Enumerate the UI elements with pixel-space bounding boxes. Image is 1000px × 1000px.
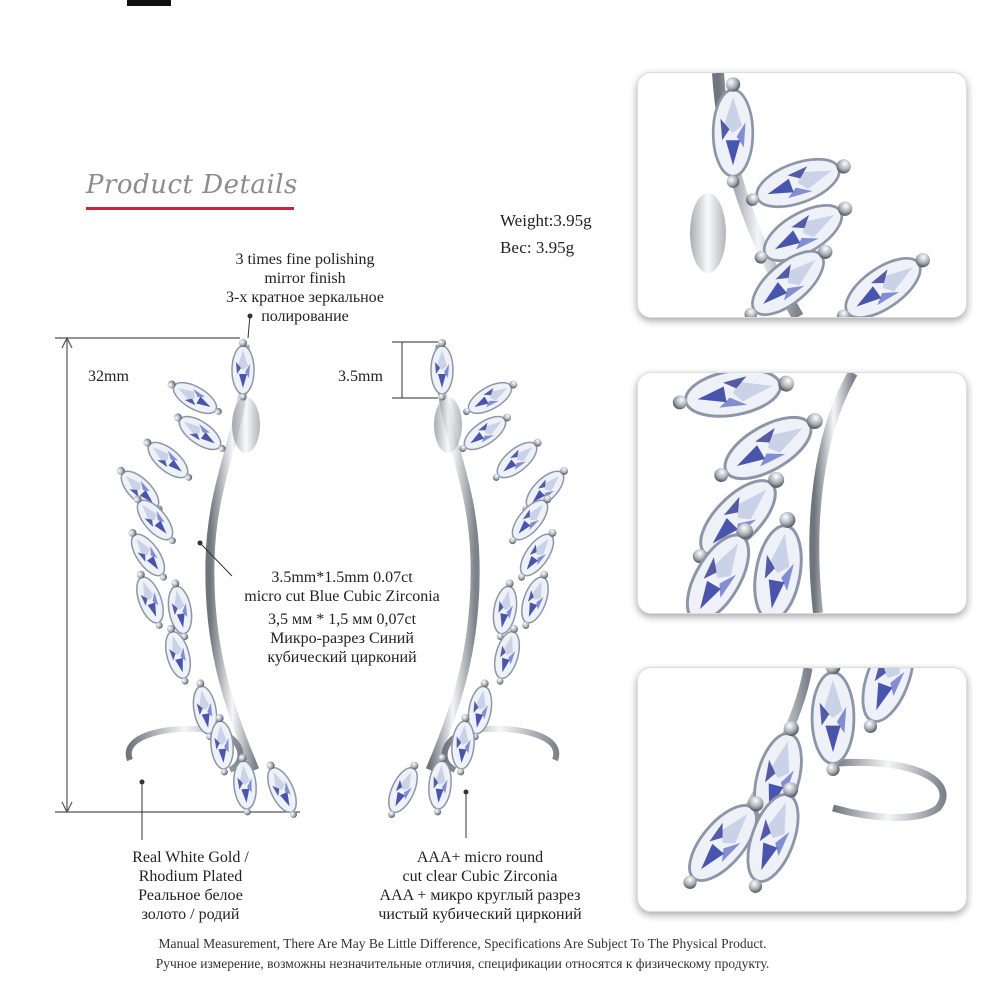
round-line-4: чистый кубический цирконий [378,906,582,923]
closeup-thumbnail-bottom [637,667,967,912]
height-label: 32mm [88,368,129,385]
gold-note [98,848,283,924]
zirconia-line-2: micro cut Blue Cubic Zirconia [244,588,440,605]
weight-ru: Вес: 3.95g [500,238,575,257]
disclaimer [0,934,925,974]
zirconia-line-4: Микро-разрез Синий [270,630,414,647]
disclaimer-ru: Ручное измерение, возможны незначительные отличия, спецификации относятся к физическому продукту. [155,956,770,971]
disclaimer-en: Manual Measurement, There Are May Be Little Difference, Specifications Are Subject To The Physical Product. [158,936,767,951]
polishing-line-2: mirror finish [264,270,346,287]
closeup-thumbnail-top [637,72,967,318]
polishing-line-1: 3 times fine polishing [235,251,375,268]
gold-line-1: Real White Gold / [132,849,249,866]
zirconia-line-3: 3,5 мм * 1,5 мм 0,07ct [267,611,417,628]
round-line-1: AAA+ micro round [416,849,544,866]
section-title: Product Details [86,170,298,200]
gold-line-3: Реальное белое [138,887,243,904]
weight-en: Weight:3.95g [500,211,592,230]
round-line-2: cut clear Cubic Zirconia [402,868,558,885]
zirconia-line-1: 3.5mm*1.5mm 0.07ct [271,569,413,586]
gold-line-2: Rhodium Plated [138,868,243,885]
round-zirconia-note [335,848,625,924]
stone-size-label: 3.5mm [338,368,383,385]
zirconia-line-5: кубический цирконий [267,649,417,666]
closeup-thumbnail-middle [637,372,967,614]
polishing-note [200,250,410,326]
polishing-line-3: 3-х кратное зеркальное [226,289,384,306]
gold-line-4: золото / родий [141,906,240,923]
round-line-3: AAA + микро круглый разрез [379,887,581,904]
polishing-line-4: полирование [261,308,349,325]
zirconia-note [214,568,470,667]
